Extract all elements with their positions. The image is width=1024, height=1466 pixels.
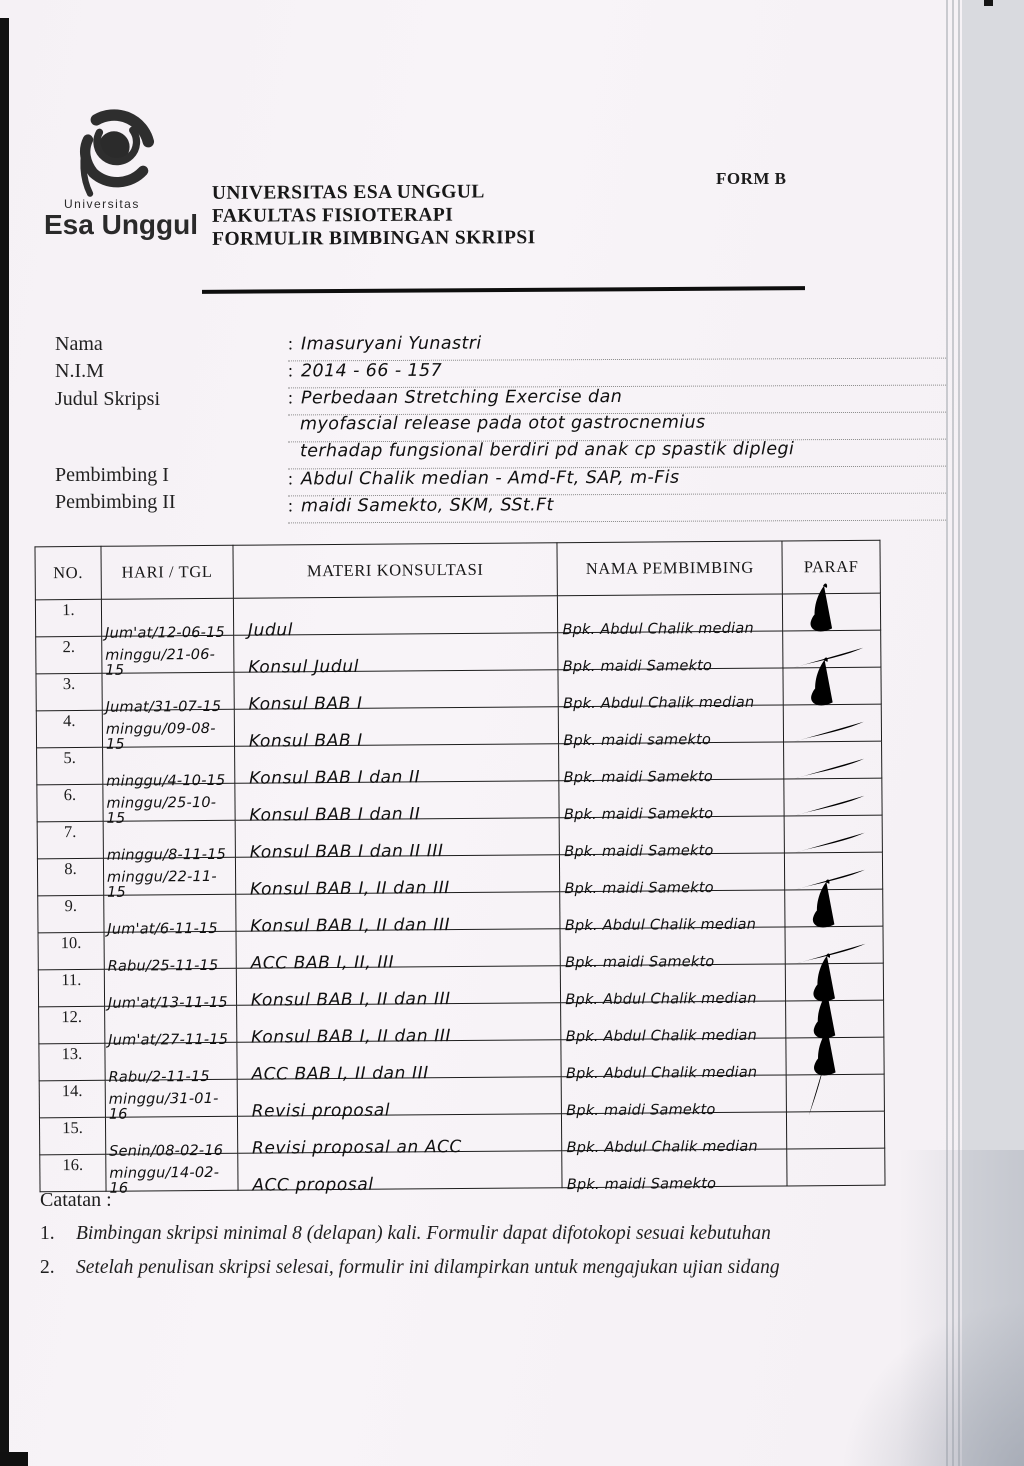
row-number: 14. xyxy=(39,1080,105,1118)
row-pembimbing: Bpk. Abdul Chalik median xyxy=(558,668,783,707)
field-label-pembimbing1: Pembimbing I xyxy=(55,464,169,486)
notes-list xyxy=(40,1221,815,1290)
row-hari-tgl: minggu/14-02-16 xyxy=(106,1153,238,1191)
row-pembimbing: Bpk. Abdul Chalik median xyxy=(560,890,785,929)
row-number: 2. xyxy=(36,636,102,674)
colon: : xyxy=(287,387,294,408)
form-title: FORMULIR BIMBINGAN SKRIPSI xyxy=(212,227,536,250)
row-pembimbing: Bpk. maidi samekto xyxy=(559,705,784,744)
row-pembimbing: Bpk. Abdul Chalik median xyxy=(561,964,786,1003)
faculty-name: FAKULTAS FISIOTERAPI xyxy=(211,204,454,227)
row-materi: Konsul BAB I, II dan III xyxy=(236,966,561,1006)
row-number: 15. xyxy=(39,1117,105,1155)
field-label-nim: N.I.M xyxy=(55,360,104,382)
row-pembimbing: Bpk. maidi Samekto xyxy=(560,853,785,892)
row-pembimbing: Bpk. maidi Samekto xyxy=(560,927,785,966)
row-hari-tgl: minggu/21-06-15 xyxy=(102,635,234,673)
field-value-nama: : Imasuryani Yunastri xyxy=(288,331,946,362)
row-materi: Konsul BAB I dan II III xyxy=(235,818,560,858)
row-number: 9. xyxy=(38,895,104,933)
row-materi: Konsul BAB I dan II xyxy=(234,744,559,784)
scan-corner-mark xyxy=(984,0,993,6)
colon: : xyxy=(287,333,294,354)
note-number: 1. xyxy=(40,1223,55,1244)
note-text: Bimbingan skripsi minimal 8 (delapan) kali. Formulir dapat difotokopi sesuai kebutuhan xyxy=(76,1223,771,1244)
row-materi: Revisi proposal xyxy=(237,1077,562,1117)
row-number: 3. xyxy=(36,673,102,711)
row-hari-tgl: Jum'at/12-06-15 xyxy=(101,598,233,636)
row-pembimbing: Bpk. Abdul Chalik median xyxy=(561,1038,786,1077)
row-hari-tgl: minggu/09-08-15 xyxy=(102,709,234,747)
row-number: 7. xyxy=(37,821,103,859)
row-materi: ACC proposal xyxy=(238,1151,563,1191)
scan-corner-mark xyxy=(0,1452,28,1466)
row-pembimbing: Bpk. maidi Samekto xyxy=(559,742,784,781)
row-number: 1. xyxy=(35,599,101,637)
row-materi: ACC BAB I, II, III xyxy=(236,929,561,969)
row-hari-tgl: minggu/25-10-15 xyxy=(103,783,235,821)
row-number: 11. xyxy=(38,969,104,1007)
row-materi: Konsul BAB I xyxy=(234,670,559,710)
row-hari-tgl: Senin/08-02-16 xyxy=(105,1116,237,1154)
colon: : xyxy=(287,495,294,516)
row-hari-tgl: Jumat/31-07-15 xyxy=(102,672,234,710)
row-hari-tgl: Jum'at/27-11-15 xyxy=(104,1005,236,1043)
university-name: UNIVERSITAS ESA UNGGUL xyxy=(211,181,485,204)
row-hari-tgl: minggu/8-11-15 xyxy=(103,820,235,858)
table-header-row xyxy=(35,540,880,600)
colon: : xyxy=(287,360,294,381)
field-label-nama: Nama xyxy=(55,333,103,355)
consultation-table xyxy=(34,540,885,1197)
scan-shadow xyxy=(840,1300,1024,1466)
scan-edge-band xyxy=(0,18,9,1466)
note-text: Setelah penulisan skripsi selesai, formulir ini dilampirkan untuk mengajukan ujian sidang xyxy=(76,1257,780,1279)
field-value-pembimbing2: : maidi Samekto, SKM, SSt.Ft xyxy=(288,493,946,524)
row-materi: Konsul BAB I dan II xyxy=(235,781,560,821)
field-value-judul-line3: terhadap fungsional berdiri pd anak cp spastik diplegi xyxy=(288,439,946,470)
row-hari-tgl: Rabu/25-11-15 xyxy=(104,931,236,969)
row-pembimbing: Bpk. maidi Samekto xyxy=(562,1149,787,1188)
row-number: 10. xyxy=(38,932,104,970)
row-pembimbing: Bpk. maidi Samekto xyxy=(561,1075,786,1114)
row-pembimbing: Bpk. Abdul Chalik median xyxy=(558,594,783,633)
row-pembimbing: Bpk. maidi Samekto xyxy=(558,631,783,670)
sig-stroke-icon xyxy=(786,1074,884,1112)
header-rule xyxy=(202,286,805,293)
row-materi: Konsul BAB I, II dan III xyxy=(236,1003,561,1043)
logo-universitas-text: Universitas xyxy=(64,197,140,211)
row-materi: Konsul BAB I, II dan III xyxy=(236,892,561,932)
letterhead xyxy=(212,180,536,251)
row-materi: ACC BAB I, II dan III xyxy=(237,1040,562,1080)
row-number: 5. xyxy=(37,747,103,785)
form-code: FORM B xyxy=(716,169,787,188)
row-number: 12. xyxy=(39,1006,105,1044)
header-nama-pembimbing: NAMA PEMBIMBING xyxy=(557,541,782,596)
header-materi-konsultasi: MATERI KONSULTASI xyxy=(233,543,558,599)
row-number: 13. xyxy=(39,1043,105,1081)
notes-title: Catatan : xyxy=(40,1189,112,1211)
note-item xyxy=(40,1221,815,1246)
row-pembimbing: Bpk. Abdul Chalik median xyxy=(561,1001,786,1040)
row-hari-tgl: Jum'at/6-11-15 xyxy=(104,894,236,932)
header-paraf: PARAF xyxy=(782,540,880,594)
field-value-judul-line1: : Perbedaan Stretching Exercise dan xyxy=(288,385,946,416)
colon: : xyxy=(287,468,294,489)
field-label-pembimbing2: Pembimbing II xyxy=(55,491,176,513)
row-number: 16. xyxy=(40,1154,106,1192)
row-hari-tgl: Jum'at/13-11-15 xyxy=(104,968,236,1006)
row-hari-tgl: minggu/4-10-15 xyxy=(102,746,234,784)
row-materi: Konsul Judul xyxy=(233,633,558,673)
row-materi: Konsul BAB I xyxy=(234,707,559,747)
row-pembimbing: Bpk. maidi Samekto xyxy=(559,816,784,855)
row-pembimbing: Bpk. Abdul Chalik median xyxy=(562,1112,787,1151)
row-paraf xyxy=(786,1111,884,1149)
header-no: NO. xyxy=(35,546,101,600)
row-paraf xyxy=(787,1148,885,1186)
row-pembimbing: Bpk. maidi Samekto xyxy=(559,779,784,818)
row-number: 4. xyxy=(36,710,102,748)
row-number: 8. xyxy=(37,858,103,896)
row-materi: Judul xyxy=(233,596,558,636)
row-materi: Revisi proposal an ACC xyxy=(237,1114,562,1154)
row-hari-tgl: minggu/22-11-15 xyxy=(103,857,235,895)
table-row xyxy=(40,1148,885,1192)
field-label-judul: Judul Skripsi xyxy=(55,388,161,410)
row-hari-tgl: Rabu/2-11-15 xyxy=(105,1042,237,1080)
field-value-nim: : 2014 - 66 - 157 xyxy=(288,358,946,389)
note-number: 2. xyxy=(40,1257,55,1279)
table-body xyxy=(35,593,885,1197)
field-value-judul-line2: myofascial release pada otot gastrocnemius xyxy=(288,412,946,443)
row-number: 6. xyxy=(37,784,103,822)
logo-esa-unggul-text: Esa Unggul xyxy=(44,209,199,240)
row-hari-tgl: minggu/31-01-16 xyxy=(105,1079,237,1117)
row-materi: Konsul BAB I, II dan III xyxy=(235,855,560,895)
note-item xyxy=(40,1255,815,1280)
swirl-logo-icon xyxy=(62,98,166,202)
header-hari-tgl: HARI / TGL xyxy=(101,545,233,599)
field-value-pembimbing1: : Abdul Chalik median - Amd-Ft, SAP, m-Fis xyxy=(288,466,946,497)
